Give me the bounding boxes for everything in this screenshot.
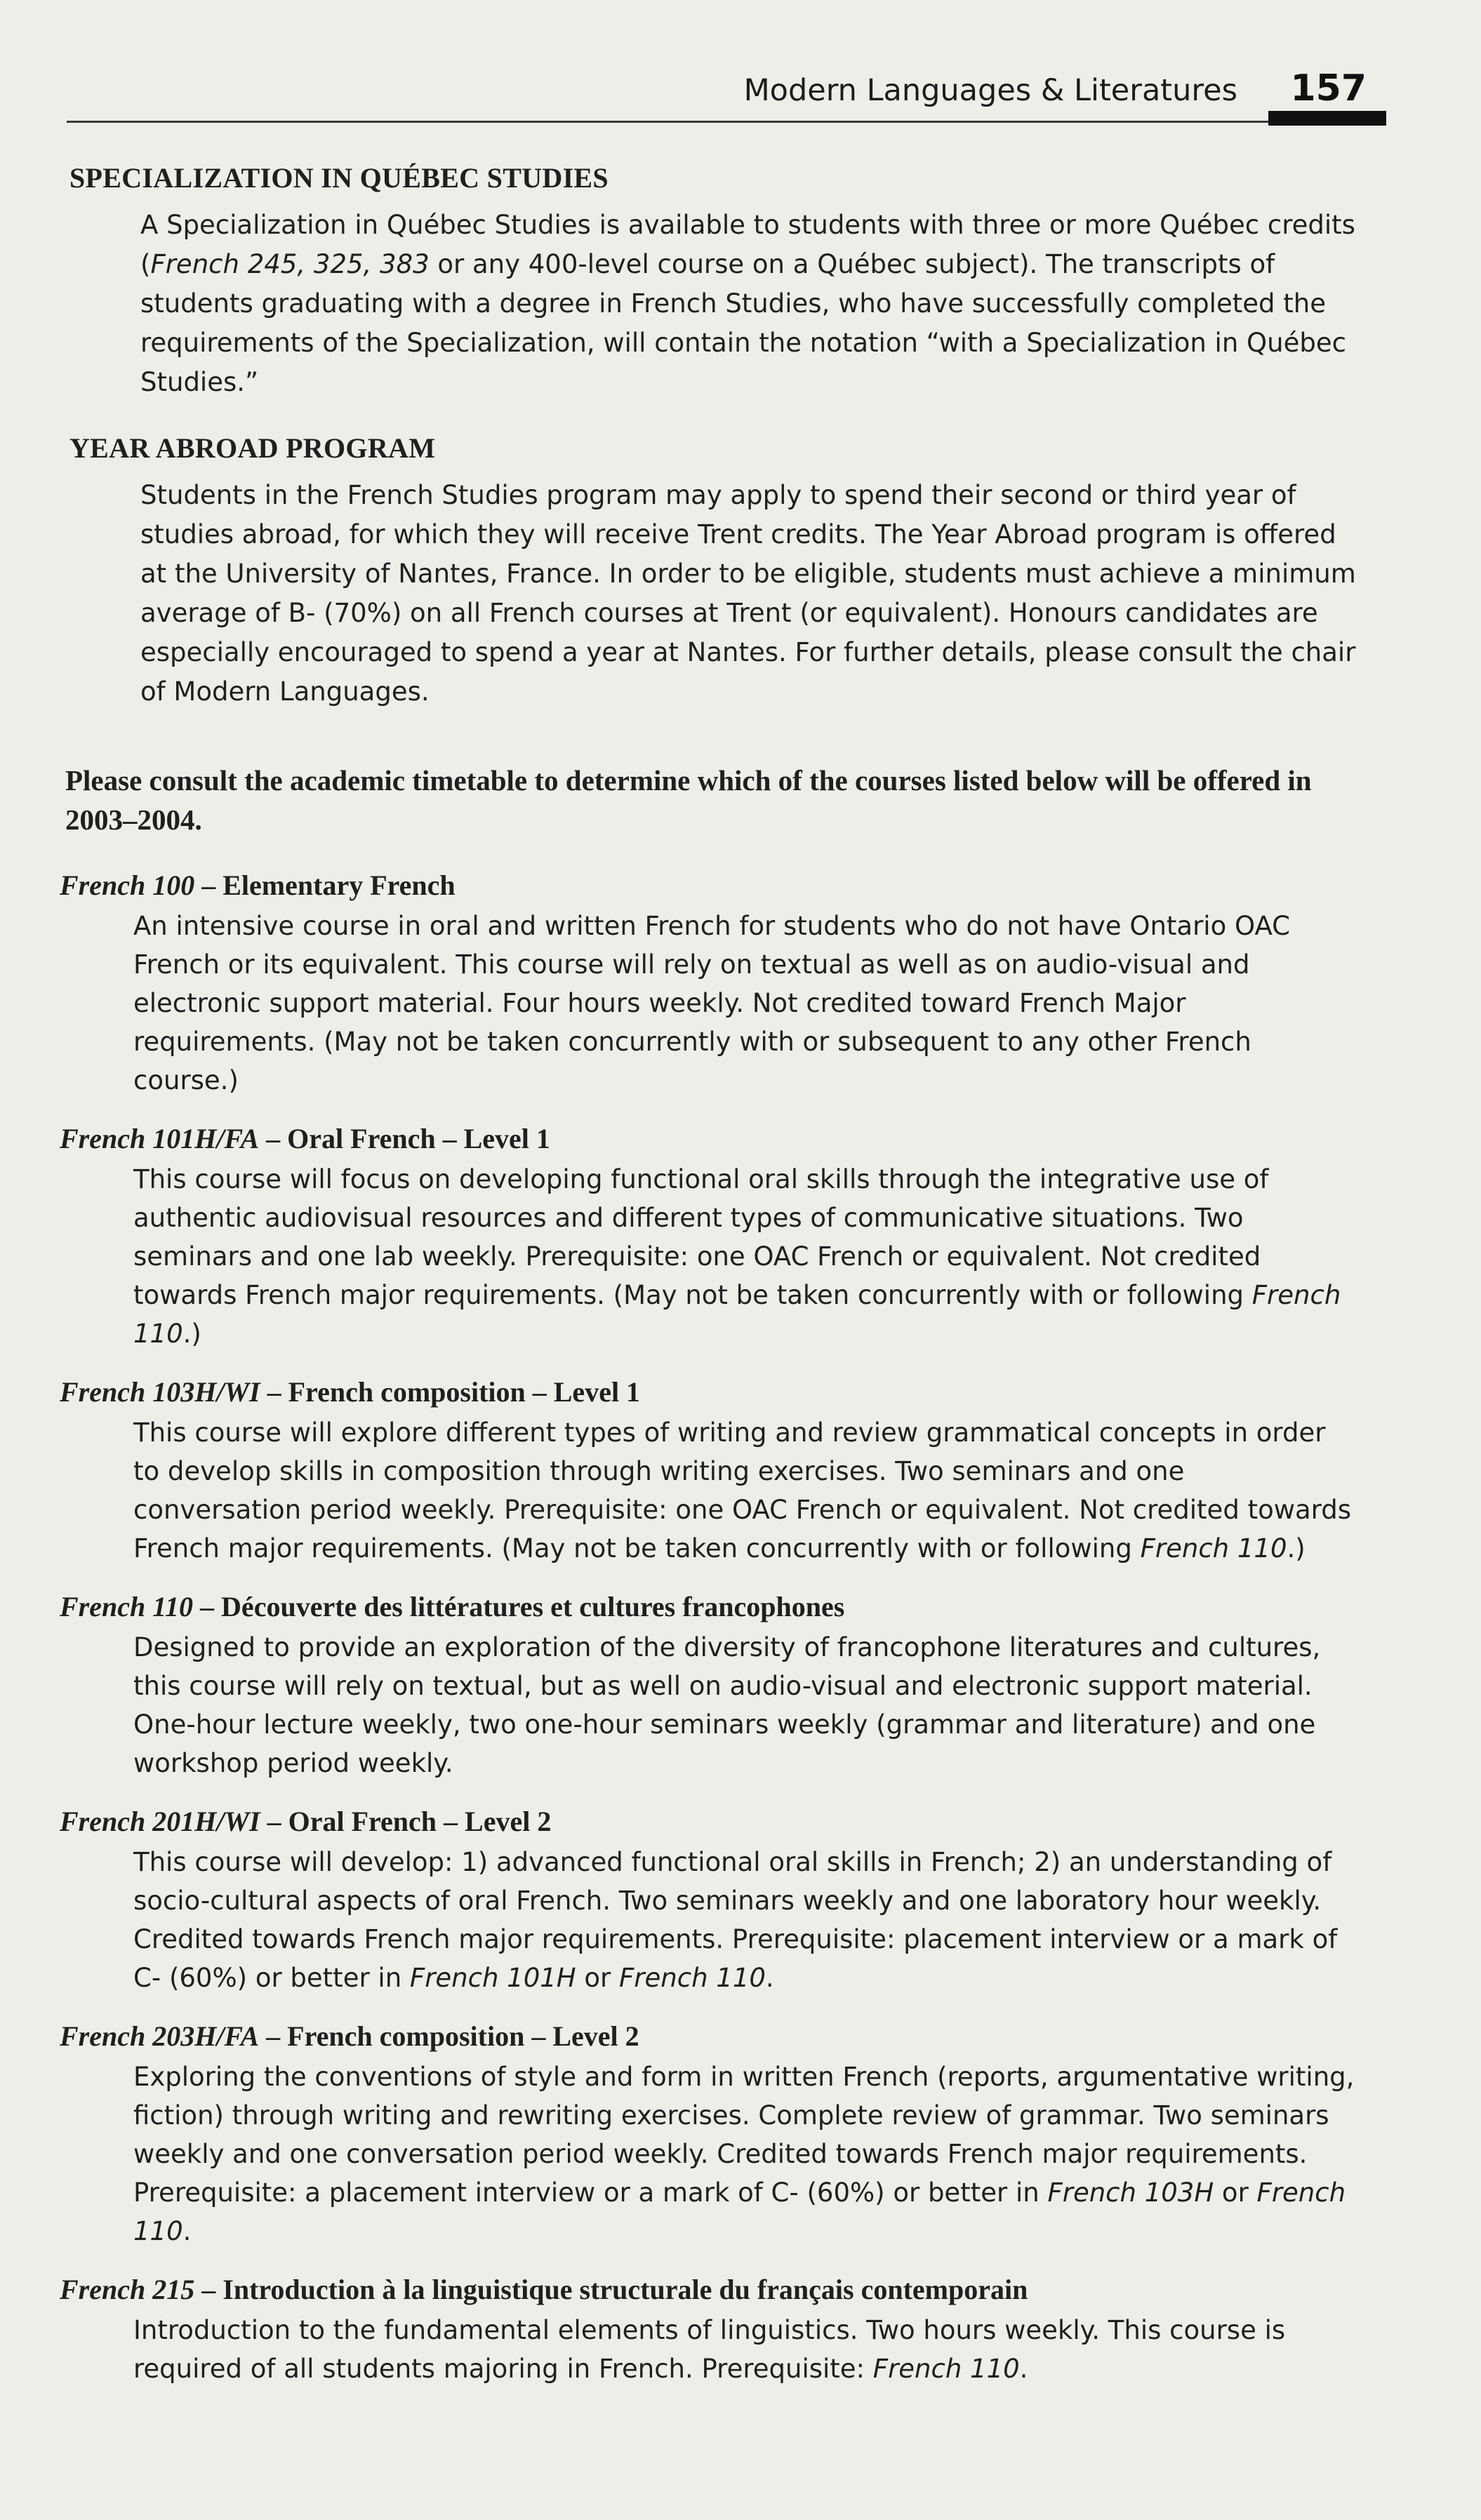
course-reference: French 110	[872, 2354, 1020, 2384]
course-description-mid: or	[576, 1963, 620, 1993]
course-french-103h	[60, 1374, 1379, 1568]
course-name: – Oral French – Level 1	[259, 1123, 550, 1154]
course-name: – French composition – Level 2	[259, 2020, 639, 2052]
course-reference: French 101H	[409, 1963, 576, 1993]
page-content	[60, 161, 1379, 2409]
header-title: Modern Languages & Literatures	[743, 73, 1237, 108]
course-code: French 201H/WI	[60, 1806, 260, 1837]
page-number: 157	[1290, 67, 1367, 109]
course-description-text: This course will develop: 1) advanced functional oral skills in French; 2) an understanding of socio-cultural aspects of oral French. Two seminars weekly and one laboratory hour weekly. Credited towards French major requirements. Prerequisite: placement interview or a mark of C- (60%) or better in	[133, 1847, 1338, 1993]
course-name: – Introduction à la linguistique structurale du français contemporain	[194, 2274, 1028, 2305]
course-description-end: .	[182, 2216, 192, 2246]
course-title	[60, 1121, 1379, 1157]
course-french-101h	[60, 1121, 1379, 1353]
course-reference-2: French 110	[619, 1963, 766, 1993]
running-header	[67, 62, 1386, 132]
course-description-end: .)	[182, 1319, 201, 1349]
header-rule	[67, 121, 1268, 123]
course-title	[60, 2018, 1379, 2055]
course-code: French 101H/FA	[60, 1123, 260, 1154]
course-description-end: .	[765, 1963, 774, 1993]
header-block	[1268, 111, 1386, 126]
course-description-end: .	[1019, 2354, 1028, 2384]
course-code: French 100	[60, 869, 195, 901]
section-heading-quebec: SPECIALIZATION IN QUÉBEC STUDIES	[69, 162, 609, 194]
course-french-110	[60, 1589, 1379, 1782]
course-description-text: Introduction to the fundamental elements of linguistics. Two hours weekly. This course is required of all students majoring in French. Prerequisite:	[133, 2315, 1286, 2384]
course-description	[133, 1160, 1355, 1353]
section-heading-abroad: YEAR ABROAD PROGRAM	[69, 432, 436, 464]
course-reference: French 110	[133, 1280, 1341, 1349]
course-reference-2: French 110	[133, 2178, 1346, 2246]
course-title	[60, 867, 1379, 904]
course-description	[133, 1843, 1355, 1997]
consult-note: Please consult the academic timetable to determine which of the courses listed below will be offered in 2003–2004.	[65, 764, 1312, 836]
course-code: French 110	[60, 1591, 194, 1622]
course-reference: French 103H	[1047, 2178, 1214, 2208]
course-name: – Découverte des littératures et cultures francophones	[193, 1591, 845, 1622]
course-name: – Elementary French	[194, 869, 456, 901]
course-code: French 103H/WI	[60, 1376, 260, 1408]
course-description-mid: or	[1214, 2178, 1257, 2208]
course-title	[60, 1374, 1379, 1411]
course-description	[133, 907, 1355, 1100]
course-code: French 215	[60, 2274, 195, 2305]
course-name: – French composition – Level 1	[260, 1376, 641, 1408]
course-reference: French 110	[1140, 1533, 1287, 1564]
course-description	[133, 2311, 1355, 2388]
course-title	[60, 1589, 1379, 1625]
quebec-text-italic: French 245, 325, 383	[150, 249, 430, 279]
course-description-end: .)	[1287, 1533, 1306, 1564]
course-description-text: This course will explore different types of writing and review grammatical concepts in order to develop skills in composition through writing exercises. Two seminars and one conversation period weekly. Prerequisite: one OAC French or equivalent. Not credited towards French major requirements. (May not be taken concurrently with or following	[133, 1418, 1351, 1564]
course-description	[133, 1628, 1355, 1782]
course-title	[60, 2272, 1379, 2308]
quebec-text-1: A Specialization in Québec Studies is available to students with three or more Québec credits (	[140, 210, 1355, 279]
course-description	[133, 1413, 1355, 1568]
course-code: French 203H/FA	[60, 2020, 260, 2052]
course-description-text: Designed to provide an exploration of the diversity of francophone literatures and cultures, this course will rely on textual, but as well on audio-visual and electronic support material. One-hour lecture weekly, two one-hour seminars weekly (grammar and literature) and one workshop period weekly.	[133, 1632, 1321, 1778]
course-description-text: Exploring the conventions of style and form in written French (reports, argumentative writing, fiction) through writing and rewriting exercises. Complete review of grammar. Two seminars weekly and one conversation period weekly. Credited towards French major requirements. Prerequisite: a placement interview or a mark of C- (60%) or better in	[133, 2062, 1355, 2208]
course-french-100	[60, 867, 1379, 1100]
quebec-text-2: or any 400-level course on a Québec subject). The transcripts of students graduating with a degree in French Studies, who have successfully completed the requirements of the Specialization, will contain the notation “with a Specialization in Québec Studies.”	[140, 249, 1346, 397]
course-name: – Oral French – Level 2	[260, 1806, 552, 1837]
course-french-203h	[60, 2018, 1379, 2251]
course-description	[133, 2058, 1355, 2251]
course-french-215	[60, 2272, 1379, 2388]
course-french-201h	[60, 1804, 1379, 1997]
section-body-abroad: Students in the French Studies program may apply to spend their second or third year of studies abroad, for which they will receive Trent credits. The Year Abroad program is offered at the University of Nantes, France. In order to be eligible, students must achieve a minimum average of B- (70%) on all French courses at Trent (or equivalent). Honours candidates are especially encouraged to spend a year at Nantes. For further details, please consult the chair of Modern Languages.	[140, 480, 1356, 707]
course-description-text: This course will focus on developing functional oral skills through the integrative use of authentic audiovisual resources and different types of communicative situations. Two seminars and one lab weekly. Prerequisite: one OAC French or equivalent. Not credited towards French major requirements. (May not be taken concurrently with or following	[133, 1164, 1269, 1310]
course-title	[60, 1804, 1379, 1840]
course-description-text: An intensive course in oral and written French for students who do not have Ontario OAC French or its equivalent. This course will rely on textual as well as on audio-visual and electronic support material. Four hours weekly. Not credited toward French Major requirements. (May not be taken concurrently with or subsequent to any other French course.)	[133, 911, 1290, 1095]
section-body-quebec	[140, 206, 1365, 402]
